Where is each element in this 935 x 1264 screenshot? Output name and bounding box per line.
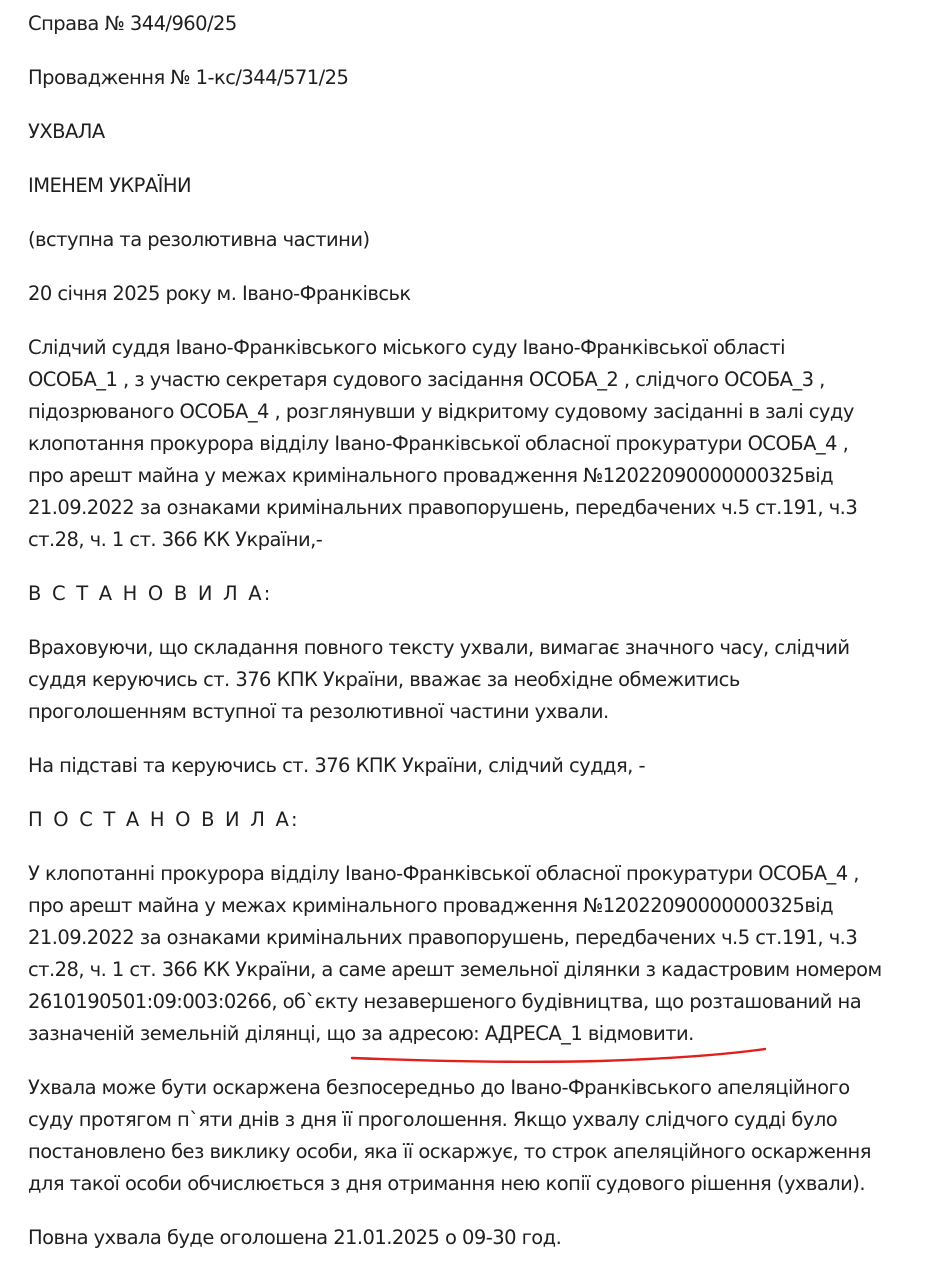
resolved-line: про арешт майна у межах кримінального провадження №12022090000000325від [28,894,834,917]
intro-line: 21.09.2022 за ознаками кримінальних правопорушень, передбачених ч.5 ст.191, ч.3 [28,496,858,519]
date-place: 20 січня 2025 року м. Івано-Франківськ [28,282,411,305]
intro-line: клопотання прокурора відділу Івано-Франківської обласної прокуратури ОСОБА_4 , [28,432,849,455]
ruling-subtitle: ІМЕНЕМ УКРАЇНИ [28,174,192,197]
proceeding-number: Провадження № 1-кс/344/571/25 [28,66,349,89]
resolved-line: ст.28, ч. 1 ст. 366 КК України, а саме арешт земельної ділянки з кадастровим номером [28,958,882,981]
intro-line: ОСОБА_1 , з участю секретаря судового засідання ОСОБА_2 , слідчого ОСОБА_3 , [28,368,825,391]
intro-line: ст.28, ч. 1 ст. 366 КК України,- [28,528,323,551]
appeal-line: суду протягом п`яти днів з дня її проголошення. Якщо ухвалу слідчого судді було [28,1108,838,1131]
resolved-line: 21.09.2022 за ознаками кримінальних правопорушень, передбачених ч.5 ст.191, ч.3 [28,926,858,949]
established-heading: В С Т А Н О В И Л А: [28,582,273,605]
resolved-line: У клопотанні прокурора відділу Івано-Франківської обласної прокуратури ОСОБА_4 , [28,862,859,885]
intro-line: про арешт майна у межах кримінального провадження №12022090000000325від [28,464,834,487]
basis-paragraph: На підставі та керуючись ст. 376 КПК України, слідчий суддя, - [28,754,645,777]
resolved-paragraph [28,858,923,1050]
appeal-line: для такої особи обчислюється з дня отримання нею копії судового рішення (ухвали). [28,1172,866,1195]
established-paragraph [28,632,923,728]
appeal-line: Ухвала може бути оскаржена безпосередньо до Івано-Франківського апеляційного [28,1076,850,1099]
announcement-paragraph: Повна ухвала буде оголошена 21.01.2025 о 09-30 год. [28,1226,562,1249]
appeal-paragraph [28,1072,923,1200]
established-line: проголошенням вступної та резолютивної частини ухвали. [28,700,609,723]
ruling-title: УХВАЛА [28,120,105,143]
case-number: Справа № 344/960/25 [28,12,237,35]
appeal-line: постановлено без виклику особи, яка її оскаржує, то строк апеляційного оскарження [28,1140,871,1163]
intro-paragraph [28,332,923,556]
intro-line: Слідчий суддя Івано-Франківського міського суду Івано-Франківської області [28,336,786,359]
parts-note: (вступна та резолютивна частини) [28,228,370,251]
resolved-line: зазначеній земельній ділянці, що за адресою: АДРЕСА_1 відмовити. [28,1022,694,1045]
established-line: суддя керуючись ст. 376 КПК України, вважає за необхідне обмежитись [28,668,740,691]
resolved-heading: П О С Т А Н О В И Л А: [28,808,300,831]
established-line: Враховуючи, що складання повного тексту ухвали, вимагає значного часу, слідчий [28,636,850,659]
intro-line: підозрюваного ОСОБА_4 , розглянувши у відкритому судовому засіданні в залі суду [28,400,854,423]
resolved-line: 2610190501:09:003:0266, об`єкту незавершеного будівництва, що розташований на [28,990,862,1013]
court-ruling-document [28,8,923,1254]
